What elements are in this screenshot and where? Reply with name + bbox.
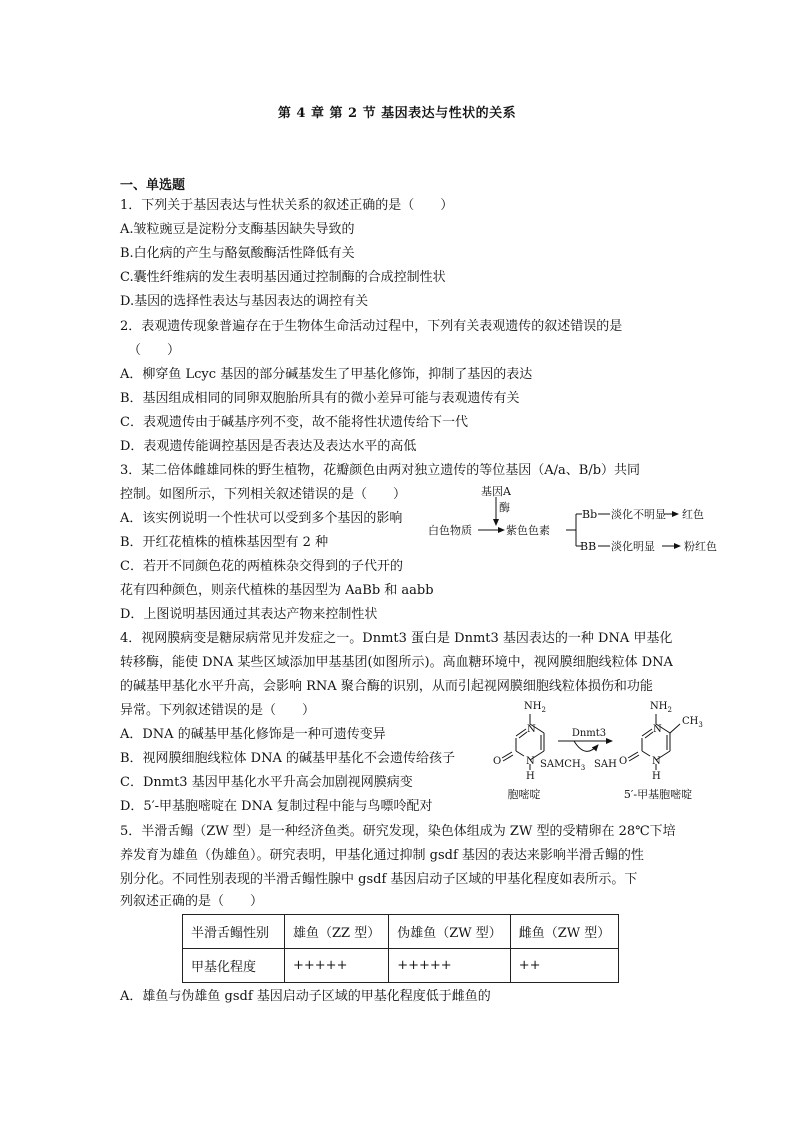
nh2-label-right: $NH_2$: [650, 701, 672, 714]
q3-stem-line1: 3．某二倍体雌雄同株的野生植物，花瓣颜色由两对独立遗传的等位基因（A/a、B/b）共同: [120, 463, 641, 478]
q4-stem-line3: 的碱基甲基化水平升高，会影响 RNA 聚合酶的识别，从而引起视网膜细胞线粒体损伤和功能: [120, 679, 653, 694]
o-atom-left: O: [493, 756, 502, 767]
q2-option-c: C．表观遗传由于碱基序列不变，故不能将性状遗传给下一代: [120, 415, 468, 430]
q1-option-d: D.基因的选择性表达与基因表达的调控有关: [120, 294, 369, 309]
table-row-label: 甲基化程度: [183, 949, 285, 983]
pink-label: 粉红色: [684, 540, 717, 553]
n-atom-right-bottom: N: [652, 756, 661, 767]
q5-stem-line1: 5．半滑舌鳎（ZW 型）是一种经济鱼类。研究发现，染色体组成为 ZW 型的受精卵在 28℃下培: [120, 824, 676, 839]
table-header-cell: 伪雄鱼（ZW 型）: [389, 915, 511, 949]
q1-option-a: A.皱粒豌豆是淀粉分支酶基因缺失导致的: [120, 222, 355, 237]
table-cell: ++: [510, 949, 619, 983]
table-row: [183, 949, 619, 983]
h-atom-right: H: [652, 771, 661, 782]
q1-option-b: B.白化病的产生与酪氨酸酶活性降低有关: [120, 246, 355, 261]
purple-pigment-label: 紫色色素: [506, 524, 550, 537]
q4-methylation-diagram: [486, 696, 716, 804]
q4-stem-line4: 异常。下列叙述错误的是（ ）: [120, 703, 316, 718]
nh2-label-left: $NH_2$: [524, 701, 546, 714]
table-header-cell: 半滑舌鳎性别: [183, 915, 285, 949]
dnmt3-label: Dnmt3: [571, 728, 607, 739]
q1-option-c: C.囊性纤维病的发生表明基因通过控制酶的合成控制性状: [120, 270, 446, 285]
page-title: 第 4 章 第 2 节 基因表达与性状的关系: [277, 106, 517, 121]
q5-stem-line2: 养发育为雄鱼（伪雄鱼）。研究表明，甲基化通过抑制 gsdf 基因的表达来影响半滑舌鳎的性: [120, 848, 644, 863]
q3-pathway-diagram: [426, 484, 726, 560]
q2-stem-line2: （ ）: [128, 343, 181, 358]
q2-stem-line1: 2．表观遗传现象普遍存在于生物体生命活动过程中，下列有关表观遗传的叙述错误的是: [120, 319, 623, 334]
q3-option-c-line2: 花有四种颜色，则亲代植株的基因型为 AaBb 和 aabb: [120, 583, 434, 598]
q4-stem-line1: 4．视网膜病变是糖尿病常见并发症之一。Dnmt3 蛋白是 Dnmt3 基因表达的一种 DNA 甲基化: [120, 631, 673, 646]
section-heading: 一、单选题: [120, 178, 186, 193]
table-cell: +++++: [285, 949, 389, 983]
q4-option-b: B．视网膜细胞线粒体 DNA 的碱基甲基化不会遗传给孩子: [120, 751, 456, 766]
o-atom-right: O: [619, 756, 628, 767]
q5-stem-line3: 别分化。不同性别表现的半滑舌鳎性腺中 gsdf 基因启动子区域的甲基化程度如表所示。下: [120, 872, 638, 887]
h-atom-left: H: [526, 771, 535, 782]
white-substance-label: 白色物质: [428, 524, 472, 537]
q4-option-c: C．Dnmt3 基因甲基化水平升高会加剧视网膜病变: [120, 775, 413, 790]
faint-dilution-label: 淡化不明显: [611, 508, 666, 521]
q3-option-a: A．该实例说明一个性状可以受到多个基因的影响: [120, 511, 403, 526]
cytosine-label: 胞嘧啶: [507, 788, 541, 801]
q5-stem-line4: 列叙述正确的是（ ）: [120, 894, 264, 909]
q2-option-b: B．基因组成相同的同卵双胞胎所具有的微小差异可能与表观遗传有关: [120, 391, 520, 406]
q5-option-a: A．雄鱼与伪雄鱼 gsdf 基因启动子区域的甲基化程度低于雌鱼的: [120, 989, 491, 1004]
q4-option-d: D．5′-甲基胞嘧啶在 DNA 复制过程中能与鸟嘌呤配对: [120, 799, 433, 814]
q4-stem-line2: 转移酶，能使 DNA 某些区域添加甲基基团(如图所示)。高血糖环境中，视网膜细胞线粒体 DNA: [120, 655, 673, 670]
q3-stem-line2: 控制。如图所示，下列相关叙述错误的是（ ）: [120, 487, 407, 502]
ch3-label: $CH_3$: [682, 716, 703, 729]
obvious-dilution-label: 淡化明显: [611, 540, 655, 553]
n-atom-left-top: N: [527, 724, 536, 735]
gene-a-label: 基因A: [481, 485, 511, 498]
enzyme-label: 酶: [499, 501, 510, 514]
n-atom-right-top: N: [653, 724, 662, 735]
bb-hetero-label: Bb: [582, 508, 598, 521]
q4-option-a: A．DNA 的碱基甲基化修饰是一种可遗传变异: [120, 727, 386, 742]
bb-homo-label: BB: [580, 540, 597, 553]
q3-option-d: D．上图说明基因通过其表达产物来控制性状: [120, 607, 378, 622]
table-header-cell: 雌鱼（ZW 型）: [510, 915, 619, 949]
red-label: 红色: [682, 508, 704, 521]
q3-option-c-line1: C．若开不同颜色花的两植株杂交得到的子代开的: [120, 559, 403, 574]
table-cell: +++++: [389, 949, 511, 983]
q2-option-a: A．柳穿鱼 Lcyc 基因的部分碱基发生了甲基化修饰，抑制了基因的表达: [120, 367, 533, 382]
table-header-row: [183, 915, 619, 949]
n-atom-left-bottom: N: [526, 756, 535, 767]
sah-label: SAH: [594, 759, 617, 770]
methylation-table: [182, 914, 619, 983]
q2-option-d: D．表观遗传能调控基因是否表达及表达水平的高低: [120, 439, 417, 454]
methylcytosine-label: 5′-甲基胞嘧啶: [623, 788, 693, 801]
q3-option-b: B．开红花植株的植株基因型有 2 种: [120, 535, 329, 550]
q1-stem: 1．下列关于基因表达与性状关系的叙述正确的是（ ）: [120, 198, 454, 213]
table-header-cell: 雄鱼（ZZ 型）: [285, 915, 389, 949]
samch3-label: $SAMCH_3$: [540, 759, 586, 772]
